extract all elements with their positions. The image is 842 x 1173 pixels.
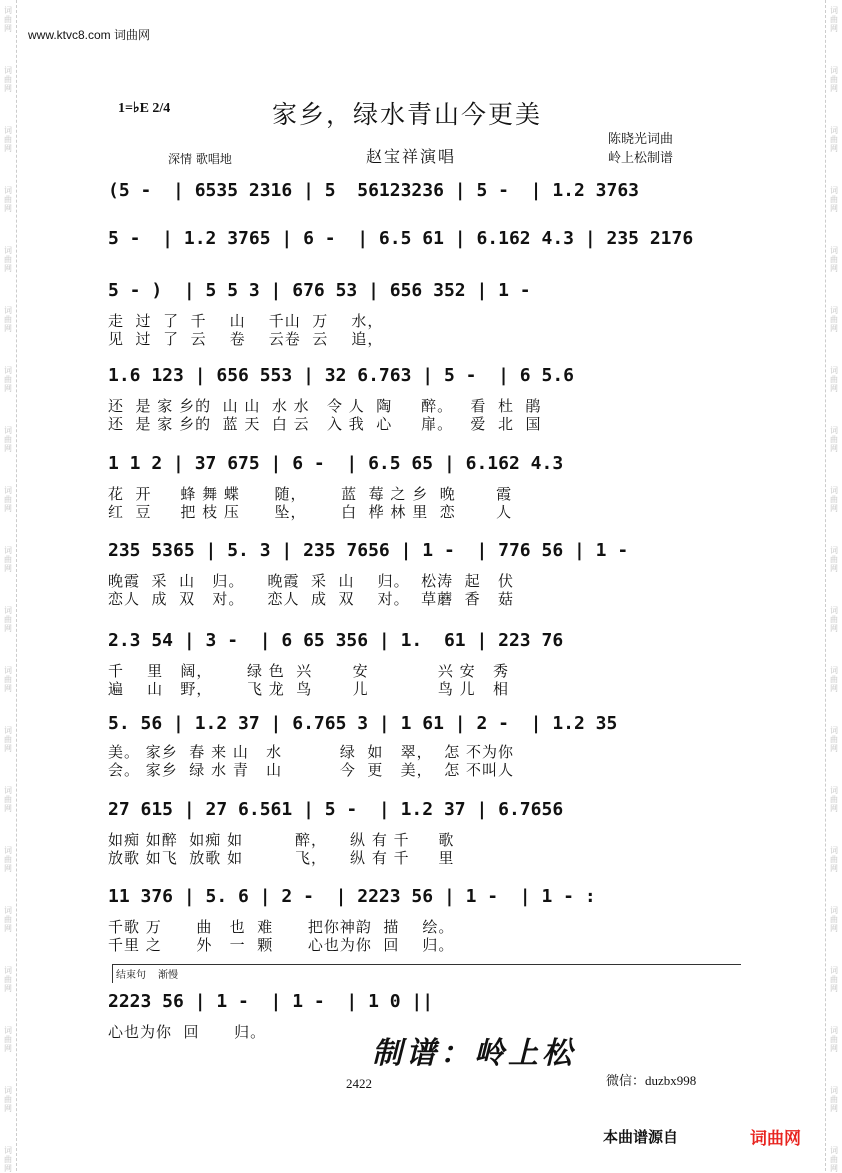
watermark: 词 曲 网	[830, 246, 838, 273]
notes-row: 27 615 | 27 6.561 | 5 - | 1.2 37 | 6.7656	[108, 799, 564, 820]
watermark: 词 曲 网	[830, 186, 838, 213]
watermark: 词 曲 网	[830, 906, 838, 933]
watermark: 词 曲 网	[830, 546, 838, 573]
song-title: 家乡，绿水青山今更美	[272, 100, 543, 129]
notes-row: 2.3 54 | 3 - | 6 65 356 | 1. 61 | 223 76	[108, 630, 564, 651]
watermark: 词 曲 网	[830, 846, 838, 873]
lyric-verse-2: 遍 山 野， 飞 龙 鸟 儿 鸟 儿 相	[108, 680, 509, 698]
watermark: 词 曲 网	[4, 906, 12, 933]
lyric-verse-1: 晚霞 采 山 归。 晚霞 采 山 归。 松涛 起 伏	[108, 572, 514, 590]
lyric-verse-2: 千里 之 外 一 颗 心也为你 回 归。	[108, 936, 455, 954]
right-margin-strip	[825, 0, 842, 1171]
notes-row: 235 5365 | 5. 3 | 235 7656 | 1 - | 776 56 | 1 -	[108, 540, 629, 561]
lyric-verse-1: 美。 家乡 春 来 山 水 绿 如 翠， 怎 不为你	[108, 743, 514, 761]
lyric-verse-1: 如痴 如醉 如痴 如 醉， 纵 有 千 歌	[108, 831, 455, 849]
watermark: 词 曲 网	[4, 666, 12, 693]
coda-bracket	[112, 964, 741, 983]
score-number: 2422	[346, 1076, 372, 1091]
watermark: 词 曲 网	[830, 366, 838, 393]
watermark: 词 曲 网	[830, 966, 838, 993]
site-header: www.ktvc8.com 词曲网	[28, 28, 151, 42]
notes-row: 5 - | 1.2 3765 | 6 - | 6.5 61 | 6.162 4.3 | 235 2176	[108, 228, 694, 249]
watermark: 词 曲 网	[830, 666, 838, 693]
watermark: 词 曲 网	[4, 426, 12, 453]
lyric-verse-2: 见 过 了 云 卷 云卷 云 追，	[108, 330, 384, 348]
watermark: 词 曲 网	[830, 306, 838, 333]
watermark: 词 曲 网	[4, 606, 12, 633]
key-signature: 1=♭E 2/4	[118, 101, 171, 116]
source-label: 本曲谱源自	[603, 1128, 679, 1146]
watermark: 词 曲 网	[830, 606, 838, 633]
watermark: 词 曲 网	[4, 66, 12, 93]
watermark: 词 曲 网	[4, 246, 12, 273]
watermark: 词 曲 网	[4, 1026, 12, 1053]
notes-row: 11 376 | 5. 6 | 2 - | 2223 56 | 1 - | 1 - :	[108, 886, 596, 907]
watermark: 词 曲 网	[4, 486, 12, 513]
lyric-verse-1: 千歌 万 曲 也 难 把你神韵 描 绘。	[108, 918, 455, 936]
watermark: 词 曲 网	[830, 1146, 838, 1173]
left-margin-strip	[0, 0, 17, 1171]
lyric-verse-1: 千 里 阔， 绿 色 兴 安 兴 安 秀	[108, 662, 509, 680]
watermark: 词 曲 网	[830, 6, 838, 33]
notes-row: 2223 56 | 1 - | 1 - | 1 0 ||	[108, 991, 434, 1012]
watermark: 词 曲 网	[830, 66, 838, 93]
watermark: 词 曲 网	[830, 786, 838, 813]
watermark: 词 曲 网	[4, 306, 12, 333]
maker-signature: 制谱：岭上松	[372, 1036, 576, 1071]
notes-row: (5 - | 6535 2316 | 5 56123236 | 5 - | 1.2 3763	[108, 180, 640, 201]
watermark: 词 曲 网	[4, 186, 12, 213]
credit-composer: 陈晓光词曲	[608, 132, 674, 147]
lyric-verse-2: 红 豆 把 枝 压 坠， 白 桦 林 里 恋 人	[108, 503, 513, 521]
watermark: 词 曲 网	[4, 366, 12, 393]
watermark: 词 曲 网	[4, 6, 12, 33]
lyric-verse-2: 恋人 成 双 对。 恋人 成 双 对。 草蘑 香 菇	[108, 590, 514, 608]
wechat-contact: 微信：duzbx998	[606, 1073, 697, 1088]
ritardando-marking: 渐慢	[158, 970, 178, 981]
watermark: 词 曲 网	[830, 1026, 838, 1053]
coda-label: 结束句	[116, 970, 146, 981]
lyric-verse-1: 还 是 家 乡的 山 山 水 水 令 人 陶 醉。 看 杜 鹃	[108, 397, 542, 415]
lyric-verse-2: 会。 家乡 绿 水 青 山 今 更 美， 怎 不叫人	[108, 761, 514, 779]
lyric-verse-2: 放歌 如飞 放歌 如 飞， 纵 有 千 里	[108, 849, 455, 867]
source-brand-logo: 词曲网	[750, 1129, 801, 1149]
notes-row: 5. 56 | 1.2 37 | 6.765 3 | 1 61 | 2 - | 1.2 35	[108, 713, 618, 734]
lyric-verse-2: 还 是 家 乡的 蓝 天 白 云 入 我 心 扉。 爱 北 国	[108, 415, 542, 433]
lyric-verse-1: 花 开 蜂 舞 蝶 随， 蓝 莓 之 乡 晚 霞	[108, 485, 513, 503]
credit-arranger: 岭上松制谱	[608, 151, 674, 166]
watermark: 词 曲 网	[830, 126, 838, 153]
watermark: 词 曲 网	[830, 1086, 838, 1113]
watermark: 词 曲 网	[4, 966, 12, 993]
notes-row: 5 - ) | 5 5 3 | 676 53 | 656 352 | 1 -	[108, 280, 531, 301]
watermark: 词 曲 网	[4, 726, 12, 753]
watermark: 词 曲 网	[830, 726, 838, 753]
watermark: 词 曲 网	[4, 786, 12, 813]
watermark: 词 曲 网	[4, 126, 12, 153]
performer: 赵宝祥演唱	[366, 147, 457, 166]
watermark: 词 曲 网	[4, 546, 12, 573]
notes-row: 1 1 2 | 37 675 | 6 - | 6.5 65 | 6.162 4.3	[108, 453, 564, 474]
tempo-marking: 深情 歌唱地	[168, 152, 232, 166]
lyric-verse-1: 心也为你 回 归。	[108, 1023, 267, 1041]
watermark: 词 曲 网	[4, 1086, 12, 1113]
watermark: 词 曲 网	[830, 426, 838, 453]
lyric-verse-1: 走 过 了 千 山 千山 万 水，	[108, 312, 384, 330]
notes-row: 1.6 123 | 656 553 | 32 6.763 | 5 - | 6 5.6	[108, 365, 574, 386]
watermark: 词 曲 网	[4, 846, 12, 873]
watermark: 词 曲 网	[830, 486, 838, 513]
watermark: 词 曲 网	[4, 1146, 12, 1173]
